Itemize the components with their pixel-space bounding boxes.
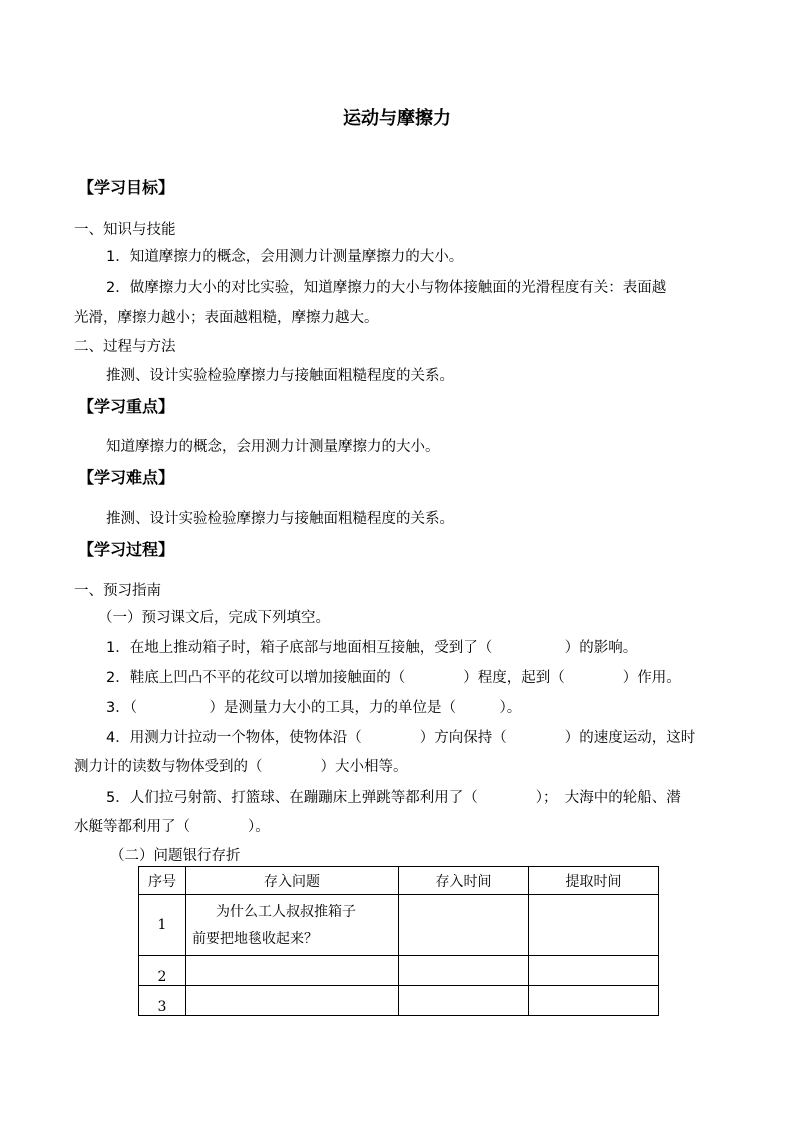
table-row [139,986,659,1016]
question-text-line-1: 为什么工人叔叔推箱子 [216,904,356,920]
question-3: 3．（ ）是测量力大小的工具，力的单位是（ ）。 [106,700,522,716]
header-withdraw-time: 提取时间 [529,867,659,895]
section-knowledge-skills: 一、知识与技能 [74,222,176,238]
header-deposit-question: 存入问题 [186,867,399,895]
heading-learning-goals: 【学习目标】 [78,178,175,197]
deposit-question-cell [186,956,399,986]
question-1: 1．在地上推动箱子时，箱子底部与地面相互接触，受到了（ ）的影响。 [106,640,638,656]
section-preview-guide: 一、预习指南 [74,583,161,599]
header-deposit-time: 存入时间 [399,867,529,895]
question-5-line-2: 水艇等都利用了（ ）。 [74,819,270,835]
heading-learning-process: 【学习过程】 [78,540,175,559]
withdraw-time-cell [529,986,659,1016]
goal-1: 1．知道摩擦力的概念，会用测力计测量摩擦力的大小。 [106,249,464,265]
row-number: 2 [139,956,186,986]
row-number: 1 [139,895,186,956]
table-header-row [139,867,659,895]
question-2: 2．鞋底上凹凸不平的花纹可以增加接触面的（ ）程度，起到（ ）作用。 [106,670,681,686]
question-5-line-1: 5．人们拉弓射箭、打篮球、在蹦蹦床上弹跳等都利用了（ ）； 大海中的轮船、潜 [106,790,681,806]
header-number: 序号 [139,867,186,895]
section-process-methods: 二、过程与方法 [74,339,176,355]
goal-3: 推测、设计实验检验摩擦力与接触面粗糙程度的关系。 [106,368,454,384]
part-2-heading: （二）问题银行存折 [110,848,241,864]
withdraw-time-cell [529,956,659,986]
question-bank-table [138,866,659,1016]
goal-2-line-2: 光滑，摩擦力越小；表面越粗糙，摩擦力越大。 [74,310,379,326]
question-4-line-2: 测力计的读数与物体受到的（ ）大小相等。 [74,759,408,775]
table-row [139,956,659,986]
question-text-line-2: 前要把地毯收起来？ [192,931,318,947]
question-4-line-1: 4．用测力计拉动一个物体，使物体沿（ ）方向保持（ ）的速度运动，这时 [106,730,696,746]
withdraw-time-cell [529,895,659,956]
deposit-time-cell [399,895,529,956]
deposit-time-cell [399,956,529,986]
key-points-text: 知道摩擦力的概念，会用测力计测量摩擦力的大小。 [106,439,440,455]
heading-key-points: 【学习重点】 [78,397,175,416]
deposit-question-cell [186,895,399,956]
table-row [139,895,659,956]
part-1-instruction: （一）预习课文后，完成下列填空。 [98,610,330,626]
row-number: 3 [139,986,186,1016]
difficulties-text: 推测、设计实验检验摩擦力与接触面粗糙程度的关系。 [106,511,454,527]
heading-difficulties: 【学习难点】 [78,468,175,487]
goal-2-line-1: 2．做摩擦力大小的对比实验，知道摩擦力的大小与物体接触面的光滑程度有关：表面越 [106,280,667,296]
deposit-question-cell [186,986,399,1016]
deposit-time-cell [399,986,529,1016]
page-title: 运动与摩擦力 [343,108,451,129]
